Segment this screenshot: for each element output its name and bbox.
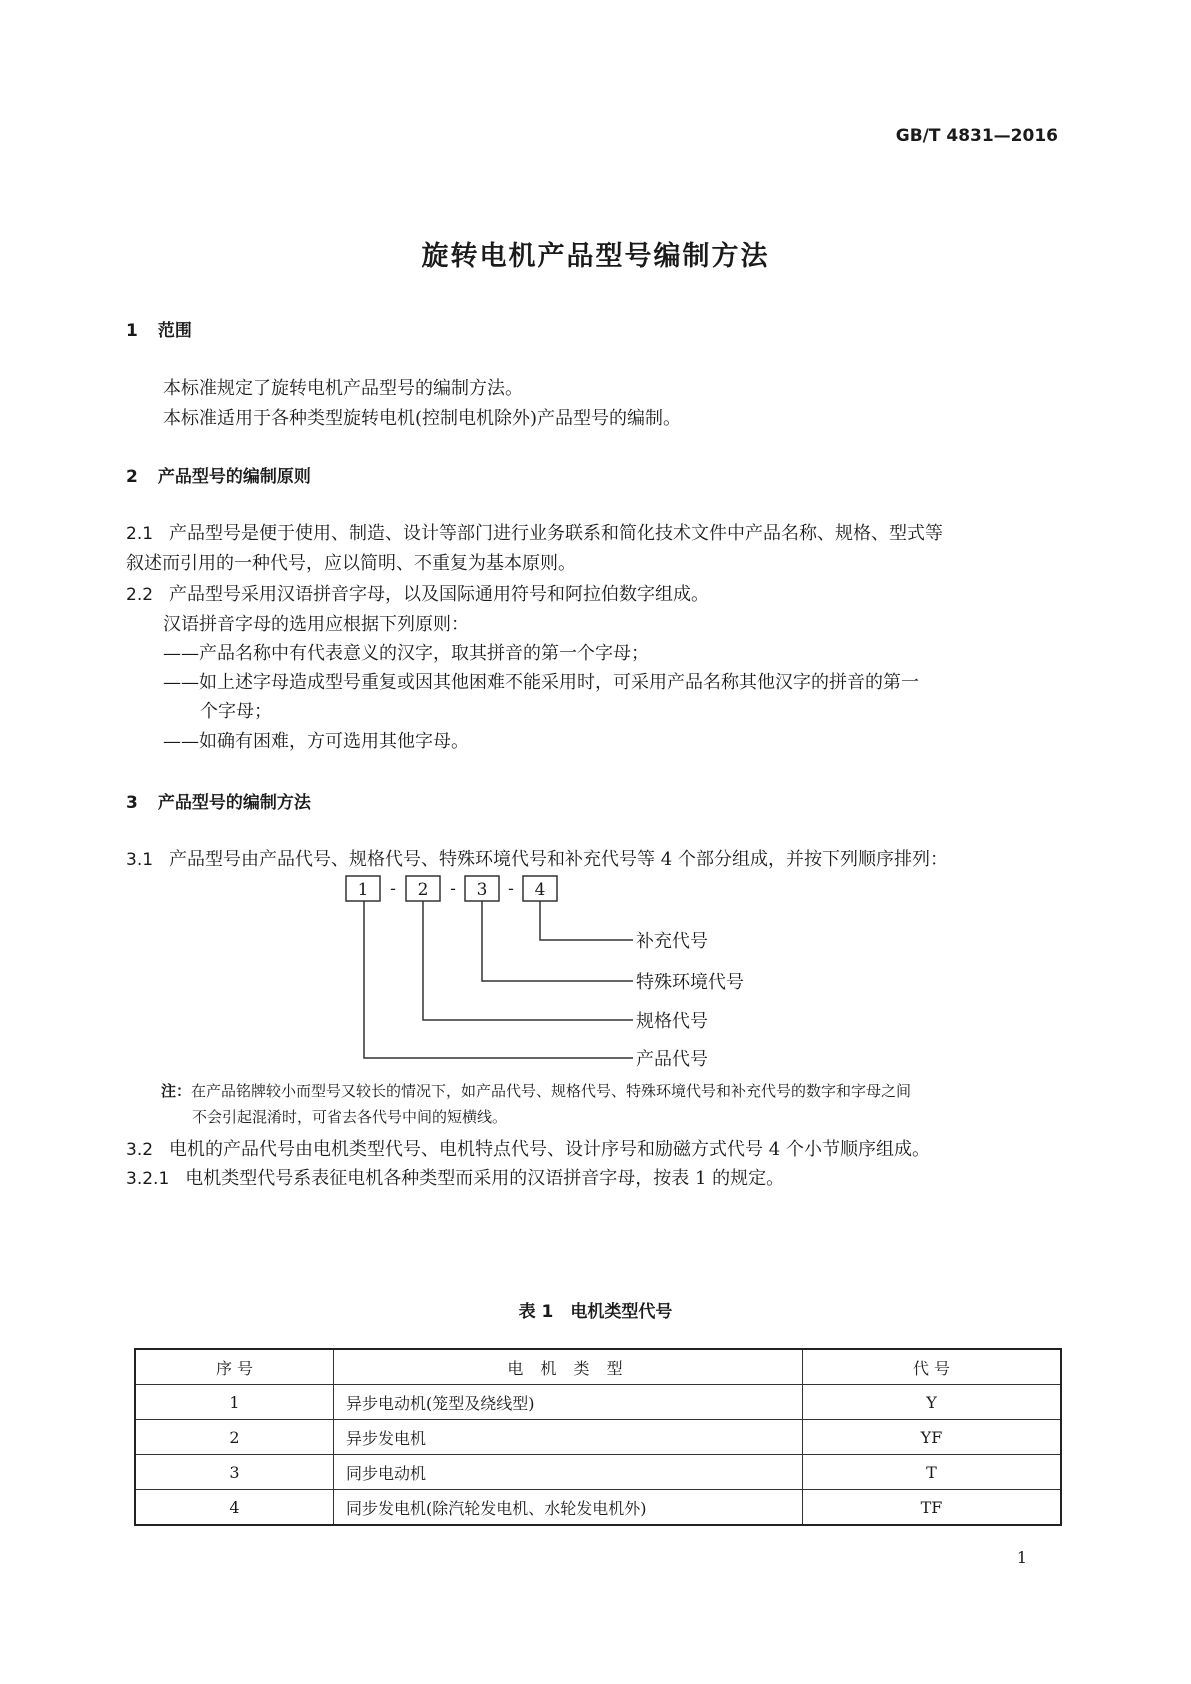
table-title: 表 1 电机类型代号 [518, 1302, 673, 1322]
clause-number: 3.2.1 [126, 1169, 170, 1189]
table-cell: Y [803, 1385, 1062, 1420]
note-cont: 不会引起混淆时，可省去各代号中间的短横线。 [192, 1108, 508, 1126]
clause-number: 2.2 [126, 585, 154, 605]
section-title: 范围 [157, 321, 192, 341]
column-header: 代 号 [803, 1349, 1062, 1385]
label-product-code: 产品代号 [636, 1049, 708, 1070]
table-cell: 4 [135, 1490, 334, 1526]
clause-text: 产品型号是便于使用、制造、设计等部门进行业务联系和简化技术文件中产品名称、规格、型式等 [169, 523, 944, 544]
table-header-row [135, 1349, 1061, 1385]
clause-3-2 [126, 1135, 930, 1161]
clause-number: 3.2 [126, 1140, 154, 1160]
label-specification-code: 规格代号 [636, 1011, 708, 1032]
document-title: 旋转电机产品型号编制方法 [421, 241, 770, 272]
column-header: 电 机 类 型 [334, 1349, 803, 1385]
separator: - [390, 879, 396, 899]
clause-number: 2.1 [126, 524, 154, 544]
paragraph: 本标准适用于各种类型旋转电机(控制电机除外)产品型号的编制。 [163, 408, 682, 429]
table-cell: TF [803, 1490, 1062, 1526]
list-item-cont: 个字母； [200, 701, 272, 722]
table-cell: 2 [135, 1420, 334, 1455]
list-item-text: 产品名称中有代表意义的汉字，取其拼音的第一个字母； [199, 643, 649, 664]
note [161, 1080, 911, 1101]
box-label-3: 3 [476, 880, 488, 900]
connector-2 [423, 901, 633, 1020]
table-cell: 异步发电机 [334, 1420, 803, 1455]
table-cell: 同步电动机 [334, 1455, 803, 1490]
table-cell: YF [803, 1420, 1062, 1455]
column-header: 序 号 [135, 1349, 334, 1385]
table-cell: 1 [135, 1385, 334, 1420]
table-row [135, 1385, 1061, 1420]
clause-2-1-cont: 叙述而引用的一种代号，应以简明、不重复为基本原则。 [126, 553, 576, 574]
page-number: 1 [1016, 1548, 1027, 1567]
clause-3-2-1 [126, 1164, 784, 1190]
note-text: 在产品铭牌较小而型号又较长的情况下，如产品代号、规格代号、特殊环境代号和补充代号的数字和字母之间 [191, 1082, 912, 1100]
clause-text: 产品型号采用汉语拼音字母，以及国际通用符号和阿拉伯数字组成。 [169, 584, 710, 605]
standard-number: GB/T 4831—2016 [895, 126, 1058, 146]
box-label-1: 1 [357, 880, 369, 900]
label-supplementary-code: 补充代号 [636, 931, 708, 952]
clause-text: 产品型号由产品代号、规格代号、特殊环境代号和补充代号等 4 个部分组成，并按下列顺序排列： [169, 849, 948, 870]
list-item-text: 如上述字母造成型号重复或因其他困难不能采用时，可采用产品名称其他汉字的拼音的第一 [199, 672, 919, 693]
box-label-2: 2 [417, 880, 429, 900]
table-row [135, 1455, 1061, 1490]
clause-number: 3.1 [126, 850, 154, 870]
connector-1 [364, 901, 633, 1058]
table-cell: 3 [135, 1455, 334, 1490]
motor-type-code-table [134, 1348, 1062, 1526]
section-number: 2 [126, 467, 138, 487]
list-item-text: 如确有困难，方可选用其他字母。 [199, 731, 469, 752]
section-number: 1 [126, 321, 138, 341]
note-label: 注： [161, 1082, 192, 1100]
table-row [135, 1420, 1061, 1455]
section-title: 产品型号的编制方法 [157, 793, 311, 813]
connector-4 [540, 901, 633, 940]
section-number: 3 [126, 793, 138, 813]
dash: —— [163, 672, 199, 693]
paragraph: 本标准规定了旋转电机产品型号的编制方法。 [163, 378, 523, 399]
label-special-environment-code: 特殊环境代号 [636, 972, 744, 993]
separator: - [450, 879, 456, 899]
table-cell: 异步电动机(笼型及绕线型) [334, 1385, 803, 1420]
dash: —— [163, 731, 199, 752]
box-label-4: 4 [534, 880, 546, 900]
paragraph: 汉语拼音字母的选用应根据下列原则： [163, 614, 469, 635]
table-cell: T [803, 1455, 1062, 1490]
clause-text: 电机类型代号系表征电机各种类型而采用的汉语拼音字母，按表 1 的规定。 [185, 1168, 785, 1189]
section-title: 产品型号的编制原则 [157, 467, 311, 487]
table-cell: 同步发电机(除汽轮发电机、水轮发电机外) [334, 1490, 803, 1526]
clause-text: 电机的产品代号由电机类型代号、电机特点代号、设计序号和励磁方式代号 4 个小节顺序组成。 [169, 1139, 930, 1160]
dash: —— [163, 643, 199, 664]
separator: - [508, 879, 514, 899]
connector-3 [482, 901, 633, 981]
table-row [135, 1490, 1061, 1526]
